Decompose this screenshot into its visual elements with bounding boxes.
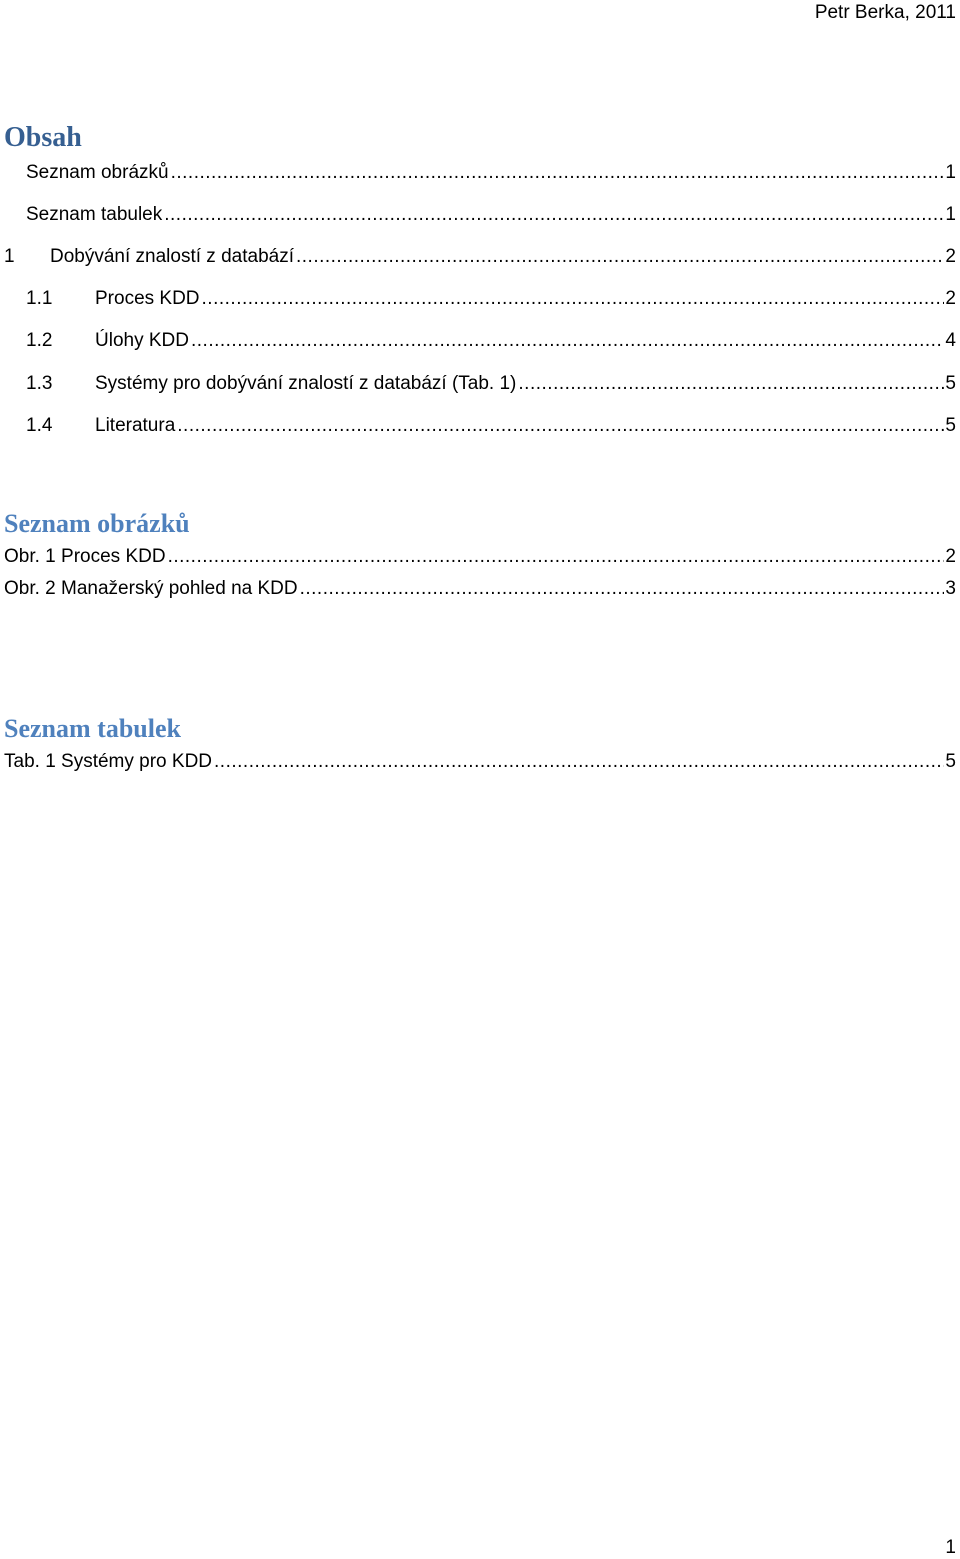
toc-entry-text: Dobývání znalostí z databází [50, 246, 294, 267]
toc-entry-section-1-2[interactable] [26, 329, 956, 353]
toc-entry-page: 1 [945, 204, 956, 225]
toc-entry-page: 4 [945, 330, 956, 351]
figure-entry-page: 2 [945, 546, 956, 567]
tables-list-title: Seznam tabulek [4, 714, 181, 743]
toc-entry-text: Systémy pro dobývání znalostí z databází (Tab. 1) [95, 373, 517, 394]
figure-entry-page: 3 [945, 578, 956, 599]
toc-leader-dots [300, 577, 945, 601]
toc-entry-number: 1.4 [26, 415, 53, 436]
toc-entry-text: Seznam tabulek [26, 204, 163, 225]
table-entry-1[interactable] [4, 750, 956, 774]
toc-leader-dots [168, 545, 945, 569]
toc-entry-number: 1.3 [26, 373, 53, 394]
figure-entry-1[interactable] [4, 545, 956, 569]
toc-leader-dots [164, 203, 944, 227]
toc-entry-number: 1.1 [26, 288, 53, 309]
toc-entry-section-1-1[interactable] [26, 287, 956, 311]
toc-entry-text: Proces KDD [95, 288, 200, 309]
toc-leader-dots [177, 414, 944, 438]
figures-list-title: Seznam obrázků [4, 509, 190, 538]
page-header-author: Petr Berka, 2011 [814, 2, 956, 23]
toc-entry-seznam-obrazku[interactable] [26, 161, 956, 185]
toc-entry-text: Úlohy KDD [95, 330, 189, 351]
toc-leader-dots [296, 245, 944, 269]
toc-entry-page: 5 [945, 373, 956, 394]
toc-leader-dots [214, 750, 944, 774]
toc-entry-number: 1 [4, 246, 15, 267]
toc-leader-dots [202, 287, 945, 311]
toc-entry-seznam-tabulek[interactable] [26, 203, 956, 227]
table-entry-page: 5 [945, 751, 956, 772]
table-entry-text: Tab. 1 Systémy pro KDD [4, 751, 213, 772]
toc-leader-dots [518, 372, 944, 396]
figure-entry-2[interactable] [4, 577, 956, 601]
toc-entry-section-1-3[interactable] [26, 372, 956, 396]
toc-title: Obsah [4, 122, 82, 153]
toc-entry-page: 2 [945, 246, 956, 267]
page-number: 1 [945, 1537, 956, 1558]
toc-entry-section-1-4[interactable] [26, 414, 956, 438]
toc-entry-page: 5 [945, 415, 956, 436]
toc-leader-dots [191, 329, 944, 353]
toc-entry-page: 1 [945, 162, 956, 183]
figure-entry-text: Obr. 1 Proces KDD [4, 546, 166, 567]
toc-leader-dots [171, 161, 945, 185]
toc-entry-page: 2 [945, 288, 956, 309]
toc-entry-text: Literatura [95, 415, 176, 436]
figure-entry-text: Obr. 2 Manažerský pohled na KDD [4, 578, 298, 599]
toc-entry-number: 1.2 [26, 330, 53, 351]
toc-entry-text: Seznam obrázků [26, 162, 169, 183]
toc-entry-chapter-1[interactable] [4, 245, 956, 269]
